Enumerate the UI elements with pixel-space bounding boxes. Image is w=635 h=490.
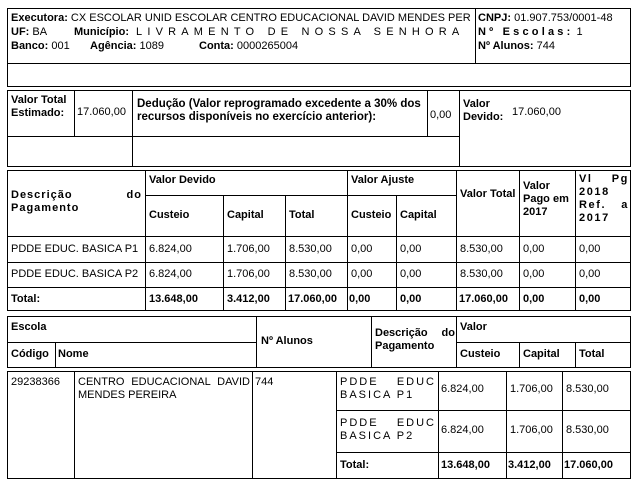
valor-devido-value: 17.060,00 bbox=[512, 106, 561, 118]
municipio-label: Município: bbox=[74, 26, 129, 38]
uf-label: UF: bbox=[11, 26, 30, 38]
banco-label: Banco: bbox=[11, 40, 49, 52]
agencia-label: Agência: bbox=[90, 40, 137, 52]
school-row-1-custeio: 6.824,00 bbox=[441, 383, 484, 395]
executora-label: Executora: bbox=[11, 12, 68, 24]
school-row-1-capital: 1.706,00 bbox=[510, 383, 553, 395]
school-total-custeio: 13.648,00 bbox=[441, 459, 490, 471]
payment-total-capital: 3.412,00 bbox=[227, 293, 270, 305]
col-school-total: Total bbox=[579, 348, 605, 360]
conta-value: 0000265004 bbox=[236, 40, 299, 52]
school-row-1-total: 8.530,00 bbox=[566, 383, 609, 395]
payment-row-2-vl-pg: 0,00 bbox=[579, 268, 601, 280]
col-codigo: Código bbox=[11, 348, 49, 360]
school-total-capital: 3.412,00 bbox=[508, 459, 551, 471]
payment-row-1-vl-pg: 0,00 bbox=[579, 243, 601, 255]
col-descricao-pagamento: Descrição do Pagamento bbox=[11, 189, 142, 214]
col-ajuste-custeio: Custeio bbox=[351, 209, 392, 221]
payment-row-2-valor-pago: 0,00 bbox=[523, 268, 545, 280]
agencia-value: 1089 bbox=[139, 40, 165, 52]
payment-row-1-aj-custeio: 0,00 bbox=[351, 243, 373, 255]
payment-row-1-total: 8.530,00 bbox=[289, 243, 332, 255]
col-school-capital: Capital bbox=[523, 348, 560, 360]
payment-row-1-descricao: PDDE EDUC. BASICA P1 bbox=[11, 243, 139, 255]
school-row-2-total: 8.530,00 bbox=[566, 424, 609, 436]
payment-total-aj-custeio: 0,00 bbox=[349, 293, 371, 305]
col-escola: Escola bbox=[11, 321, 47, 333]
col-school-valor: Valor bbox=[460, 321, 487, 333]
payment-row-1-aj-capital: 0,00 bbox=[400, 243, 422, 255]
school-alunos: 744 bbox=[255, 376, 274, 388]
col-devido-custeio: Custeio bbox=[149, 209, 190, 221]
deducao-value: 0,00 bbox=[430, 109, 452, 121]
valor-total-value: 17.060,00 bbox=[77, 106, 126, 118]
col-school-descricao: Descrição do Pagamento bbox=[375, 327, 455, 352]
alunos-value: 744 bbox=[536, 40, 555, 52]
payment-total-custeio: 13.648,00 bbox=[149, 293, 198, 305]
col-valor-total: Valor Total bbox=[460, 188, 516, 200]
school-row-2-custeio: 6.824,00 bbox=[441, 424, 484, 436]
school-row-2-capital: 1.706,00 bbox=[510, 424, 553, 436]
school-nome: CENTRO EDUCACIONAL DAVID MENDES PEREIRA bbox=[78, 376, 250, 401]
executora-value: CX ESCOLAR UNID ESCOLAR CENTRO EDUCACIONAL DAVID MENDES PER bbox=[70, 12, 471, 24]
payment-row-2-descricao: PDDE EDUC. BASICA P2 bbox=[11, 268, 139, 280]
payment-row-2-aj-capital: 0,00 bbox=[400, 268, 422, 280]
payment-row-2-total: 8.530,00 bbox=[289, 268, 332, 280]
alunos-label: Nº Alunos: bbox=[478, 40, 534, 52]
col-devido-total: Total bbox=[289, 209, 315, 221]
payment-total-valor-total: 17.060,00 bbox=[459, 293, 508, 305]
school-total-label: Total: bbox=[340, 459, 370, 471]
col-nome: Nome bbox=[58, 348, 89, 360]
payment-total-label: Total: bbox=[11, 293, 41, 305]
col-vl-pg-2018: Vl Pg 2018 Ref. a 2017 bbox=[579, 173, 629, 224]
valor-devido-label: Valor Devido: bbox=[463, 98, 504, 123]
conta-label: Conta: bbox=[199, 40, 234, 52]
school-total-total: 17.060,00 bbox=[564, 459, 613, 471]
cnpj-label: CNPJ: bbox=[478, 12, 512, 24]
col-valor-pago-2017: Valor Pago em 2017 bbox=[523, 180, 569, 218]
col-ajuste-capital: Capital bbox=[400, 209, 437, 221]
payment-total-total: 17.060,00 bbox=[288, 293, 337, 305]
school-codigo: 29238366 bbox=[11, 376, 60, 388]
escolas-value: 1 bbox=[576, 26, 583, 38]
municipio-value: LIVRAMENTO DE NOSSA SENHORA bbox=[136, 26, 465, 38]
payment-total-valor-pago: 0,00 bbox=[523, 293, 545, 305]
school-row-2-descricao: PDDE EDUC BASICA P2 bbox=[340, 417, 436, 442]
payment-row-1-valor-total: 8.530,00 bbox=[460, 243, 503, 255]
payment-row-2-aj-custeio: 0,00 bbox=[351, 268, 373, 280]
payment-row-2-custeio: 6.824,00 bbox=[149, 268, 192, 280]
col-school-alunos: Nº Alunos bbox=[261, 335, 313, 347]
payment-row-1-capital: 1.706,00 bbox=[227, 243, 270, 255]
valor-total-label: Valor Total Estimado: bbox=[11, 94, 67, 119]
payment-row-1-custeio: 6.824,00 bbox=[149, 243, 192, 255]
payment-row-2-capital: 1.706,00 bbox=[227, 268, 270, 280]
col-valor-devido: Valor Devido bbox=[149, 174, 216, 186]
col-valor-ajuste: Valor Ajuste bbox=[351, 174, 415, 186]
payment-total-vl-pg: 0,00 bbox=[579, 293, 601, 305]
payment-row-2-valor-total: 8.530,00 bbox=[460, 268, 503, 280]
cnpj-value: 01.907.753/0001-48 bbox=[514, 12, 613, 24]
escolas-label: Nº Escolas: bbox=[478, 26, 574, 38]
deducao-label: Dedução (Valor reprogramado excedente a 30% dos recursos disponíveis no exercício anterior): bbox=[137, 98, 421, 123]
payment-total-aj-capital: 0,00 bbox=[400, 293, 422, 305]
uf-value: BA bbox=[32, 26, 48, 38]
school-row-1-descricao: PDDE EDUC BASICA P1 bbox=[340, 376, 436, 401]
payment-row-1-valor-pago: 0,00 bbox=[523, 243, 545, 255]
col-devido-capital: Capital bbox=[227, 209, 264, 221]
banco-value: 001 bbox=[51, 40, 70, 52]
col-school-custeio: Custeio bbox=[460, 348, 501, 360]
